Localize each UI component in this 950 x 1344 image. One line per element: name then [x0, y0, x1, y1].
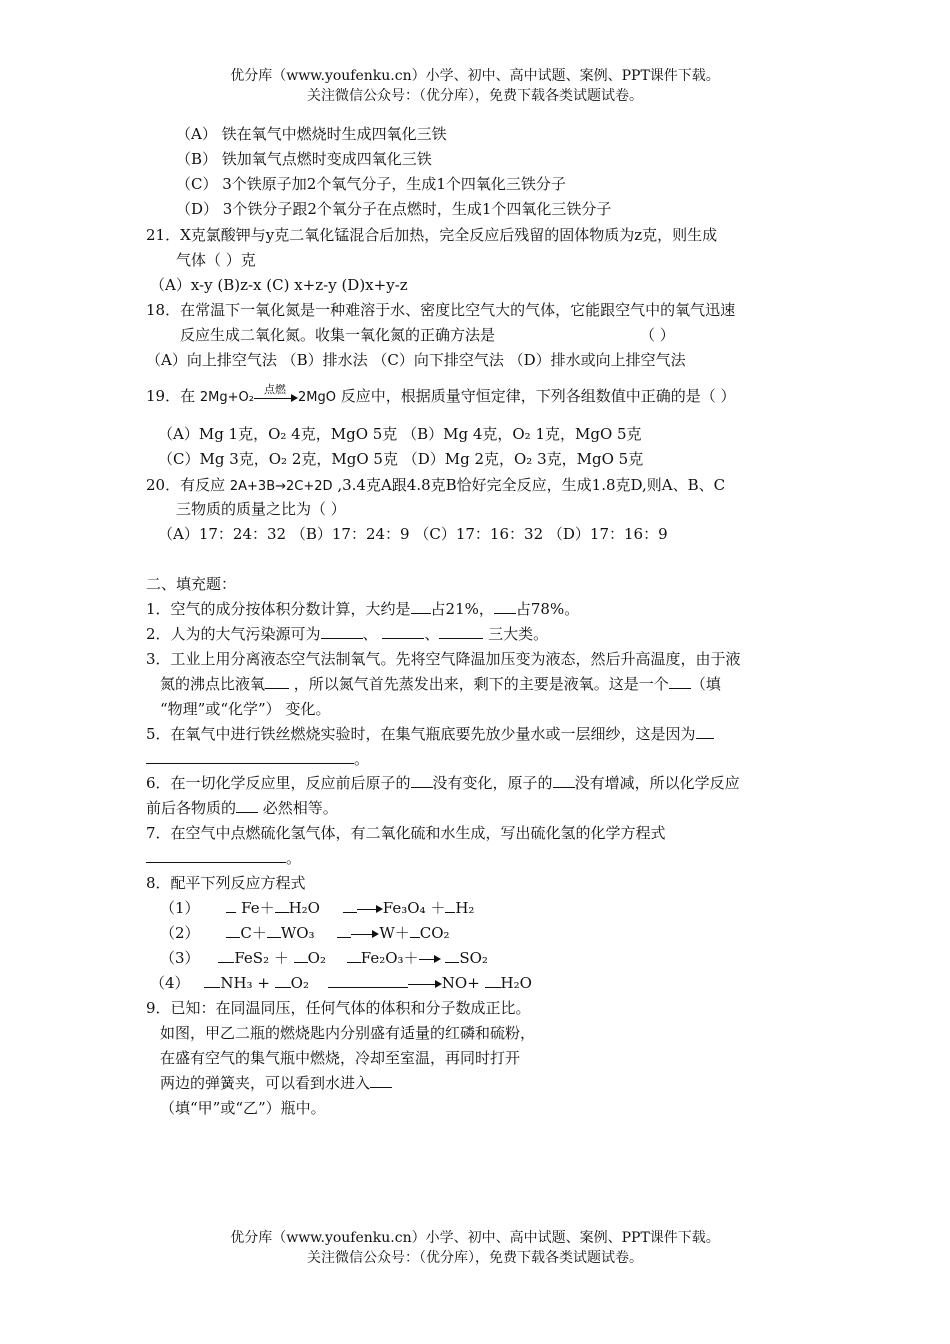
blank[interactable]: [204, 973, 220, 988]
fill-q9-line-1: 9．已知：在同温同压，任何气体的体积和分子数成正比。: [146, 999, 531, 1017]
blank[interactable]: [494, 599, 516, 614]
fill-q9-line-2: 如图，甲乙二瓶的燃烧匙内分别盛有适量的红磷和硫粉，: [160, 1024, 536, 1042]
equation-term: O₂: [290, 974, 309, 992]
blank[interactable]: [226, 898, 236, 913]
q20-suffix: ,3.4克A跟4.8克B恰好完全反应，生成1.8克D,则A、B、C: [337, 476, 726, 494]
blank[interactable]: [669, 674, 691, 689]
blank[interactable]: [265, 674, 289, 689]
fill-q2-text-b: 三大类。: [488, 625, 549, 643]
blank[interactable]: [218, 948, 234, 963]
section-title: 二、填充题：: [146, 575, 237, 593]
fill-q1: [146, 599, 579, 619]
equation-term: NO+: [441, 974, 480, 992]
equation-term: WO₃: [280, 924, 315, 942]
blank[interactable]: [485, 973, 501, 988]
equation-4: [150, 973, 532, 993]
q19-row-2: （C）Mg 3克，O₂ 2克，MgO 5克 （D）Mg 2克，O₂ 3克，MgO 5克: [158, 450, 644, 468]
fill-q9-line-4: [160, 1073, 392, 1093]
blank[interactable]: [553, 773, 575, 788]
separator: 、: [424, 625, 440, 643]
equation-number: （4）: [150, 974, 190, 992]
blank[interactable]: [236, 798, 258, 813]
q20-prefix: 20．有反应: [146, 476, 226, 494]
q20-options: （A）17：24：32 （B）17：24：9 （C）17：16：32 （D）17：16：9: [158, 525, 668, 543]
q19-eq-cond: 点燃: [263, 382, 286, 396]
equation-number: （2）: [160, 924, 200, 942]
fill-q6-text-b: 没有变化，原子的: [432, 774, 553, 792]
q21-text-1: 21．X克氯酸钾与y克二氧化锰混合后加热，完全反应后残留的固体物质为z克，则生成: [146, 226, 718, 244]
q18-paren: （ ）: [640, 326, 675, 344]
fill-q6-text-c: 没有增减，所以化学反应: [574, 774, 740, 792]
blank[interactable]: [275, 898, 289, 913]
fill-q6-line-1: [146, 773, 740, 793]
option-d: （D） 3个铁分子跟2个氧分子在点燃时，生成1个四氧化三铁分子: [176, 200, 612, 218]
equation-term: O₂: [307, 949, 326, 967]
blank[interactable]: [370, 1073, 392, 1088]
blank[interactable]: [410, 923, 420, 938]
equation-term: CO₂: [419, 924, 450, 942]
equation-number: （1）: [160, 899, 200, 917]
fill-q9-text: 两边的弹簧夹，可以看到水进入: [160, 1074, 371, 1092]
equation-term: SO₂: [459, 949, 488, 967]
q19-line: [146, 382, 736, 408]
blank[interactable]: [382, 624, 424, 639]
fill-q9-line-5: （填“甲”或“乙”）瓶中。: [160, 1099, 326, 1117]
fill-q9-line-3: 在盛有空气的集气瓶中燃烧，冷却至室温，再同时打开: [160, 1049, 521, 1067]
header-line-2: 关注微信公众号：（优分库），免费下载各类试题试卷。: [307, 88, 643, 104]
blank[interactable]: [445, 898, 455, 913]
header-line-1: 优分库（www.youfenku.cn）小学、初中、高中试题、案例、PPT课件下载。: [230, 68, 720, 84]
fill-q7-line-2: [146, 848, 301, 868]
equation-term: FeS₂ ＋: [234, 949, 289, 967]
equation-term: W＋: [379, 924, 410, 942]
fill-q6-line-2: [146, 798, 338, 818]
fill-q7-line-1: 7．在空气中点燃硫化氢气体，有二氧化硫和水生成，写出硫化氢的化学方程式: [146, 824, 666, 842]
equation-1: [160, 898, 474, 918]
equation-2: [160, 923, 450, 943]
fill-q3-line-1: 3．工业上用分离液态空气法制氧气。先将空气降温加压变为液态，然后升高温度，由于液: [146, 650, 741, 668]
blank[interactable]: [267, 923, 281, 938]
fill-q1-text-a: 1．空气的成分按体积分数计算，大约是: [146, 600, 411, 618]
blank[interactable]: [337, 923, 351, 938]
q19-eq-right: 2MgO: [297, 390, 336, 405]
equation-term: H₂O: [500, 974, 532, 992]
equation-number: （3）: [160, 949, 200, 967]
blank[interactable]: [411, 599, 431, 614]
fill-q6-text-d: 前后各物质的: [146, 799, 237, 817]
blank[interactable]: [226, 923, 240, 938]
blank[interactable]: [347, 948, 361, 963]
q20-line-1: [146, 475, 725, 497]
arrow-icon: [351, 929, 379, 939]
period: 。: [286, 849, 302, 867]
blank[interactable]: [294, 948, 308, 963]
q19-suffix: 反应中，根据质量守恒定律，下列各组数值中正确的是（ ）: [340, 387, 736, 405]
fill-q6-text-e: 必然相等。: [262, 799, 338, 817]
fill-q3-text-a: 氮的沸点比液氧: [160, 675, 266, 693]
q19-prefix: 19．在: [146, 387, 196, 405]
blank[interactable]: [439, 624, 483, 639]
arrow-icon: [408, 979, 442, 989]
fill-q5-line-1: [146, 724, 714, 744]
fill-q3-line-3: “物理”或“化学”） 变化。: [160, 700, 331, 718]
blank[interactable]: [696, 724, 714, 739]
equation-term: Fe＋: [241, 899, 275, 917]
equation-term: Fe₃O₄ ＋: [382, 899, 446, 917]
fill-q3-text-b: ，所以氮气首先蒸发出来，剩下的主要是液氧。这是一个: [293, 675, 669, 693]
q18-text-2: 反应生成二氧化氮。收集一氧化氮的正确方法是: [180, 326, 496, 344]
q19-equation: [199, 382, 336, 408]
separator: 、: [362, 625, 378, 643]
fill-q5-text: 5．在氧气中进行铁丝燃烧实验时，在集气瓶底要先放少量水或一层细纱，这是因为: [146, 725, 696, 743]
fill-q2-text-a: 2．人为的大气污染源可为: [146, 625, 321, 643]
equation-term: NH₃ +: [220, 974, 270, 992]
q20-equation: 2A+3B→2C+2D: [229, 479, 333, 494]
equation-3: [160, 948, 488, 968]
blank[interactable]: [343, 898, 357, 913]
footer-line-2: 关注微信公众号：（优分库），免费下载各类试题试卷。: [307, 1250, 643, 1266]
option-c: （C） 3个铁原子加2个氧气分子，生成1个四氧化三铁分子: [176, 175, 566, 193]
fill-q3-text-c: （填: [690, 675, 721, 693]
arrow-icon: [254, 382, 298, 403]
blank[interactable]: [146, 848, 286, 863]
equation-term: H₂O: [288, 899, 320, 917]
q18-text-1: 18．在常温下一氧化氮是一种难溶于水、密度比空气大的气体，它能跟空气中的氧气迅速: [146, 301, 736, 319]
q21-options: （A）x-y (B)z-x (C) x+z-y (D)x+y-z: [150, 276, 408, 294]
blank[interactable]: [445, 948, 459, 963]
q19-eq-left: 2Mg+O₂: [199, 390, 254, 405]
arrow-icon: [419, 954, 441, 964]
equation-term: H₂: [455, 899, 475, 917]
blank[interactable]: [321, 624, 363, 639]
q21-text-2: 气体（ ）克: [176, 251, 256, 269]
fill-q8-title: 8．配平下列反应方程式: [146, 874, 306, 892]
fill-q5-line-2: [146, 749, 369, 769]
fill-q1-text-b: 占21%，: [430, 600, 494, 618]
period: 。: [354, 750, 370, 768]
blank[interactable]: [411, 773, 433, 788]
fill-q1-text-c: 占78%。: [515, 600, 580, 618]
equation-term: C＋: [240, 924, 267, 942]
fill-q2: [146, 624, 548, 644]
fill-q3-line-2: [160, 674, 721, 694]
fill-q6-text-a: 6．在一切化学反应里，反应前后原子的: [146, 774, 411, 792]
blank[interactable]: [275, 973, 291, 988]
equation-term: Fe₂O₃＋: [360, 949, 419, 967]
blank[interactable]: [328, 973, 408, 988]
option-a: （A） 铁在氧气中燃烧时生成四氧化三铁: [176, 125, 447, 143]
option-b: （B） 铁加氧气点燃时变成四氧化三铁: [176, 150, 432, 168]
blank[interactable]: [146, 749, 354, 764]
arrow-icon: [357, 904, 383, 914]
q20-text-2: 三物质的质量之比为（ ）: [176, 500, 346, 518]
q18-options: （A）向上排空气法 （B）排水法 （C）向下排空气法 （D）排水或向上排空气法: [146, 351, 686, 369]
footer-line-1: 优分库（www.youfenku.cn）小学、初中、高中试题、案例、PPT课件下载。: [230, 1230, 720, 1246]
q19-row-1: （A）Mg 1克，O₂ 4克，MgO 5克 （B）Mg 4克，O₂ 1克，MgO 5克: [158, 425, 642, 443]
